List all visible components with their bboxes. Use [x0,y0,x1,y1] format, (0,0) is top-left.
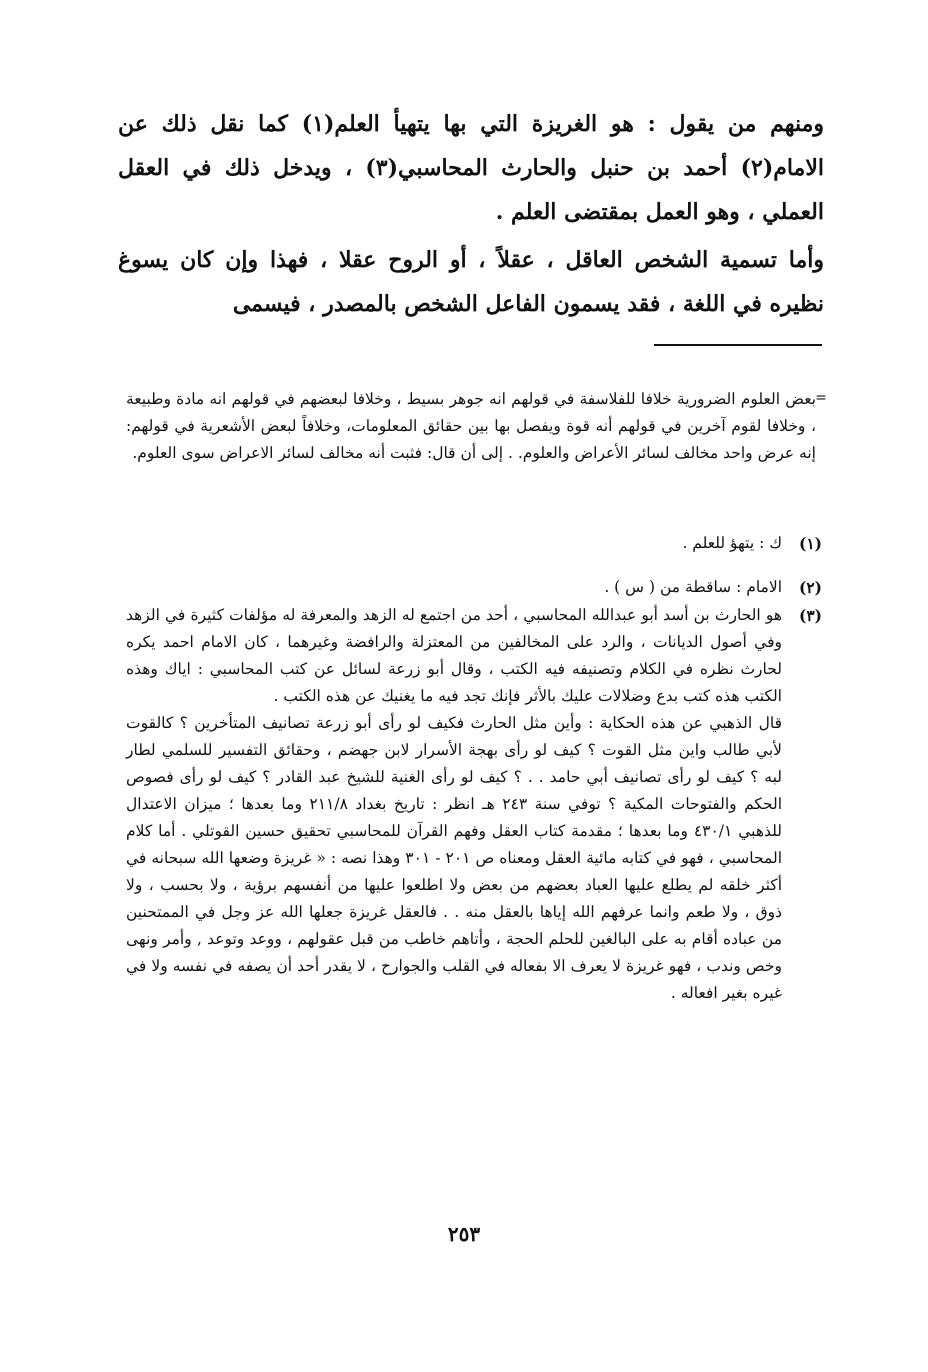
footnote-text: ك : يتهؤ للعلم . [682,534,782,552]
footnote-number: (٢) [798,578,822,597]
footnote-separator [654,344,822,346]
footnote-continuation-mark: = [815,390,827,406]
footnote-2 [126,574,822,601]
main-paragraph: وأما تسمية الشخص العاقل ، عقلاً ، أو الروح عقلا ، فهذا وإن كان يسوغ نظيره في اللغة ، فقد يسمون الفاعل الشخص بالمصدر ، فيسمى [118,247,824,317]
footnote-3 [126,602,822,1007]
page-number: ٢٥٣ [447,1222,481,1246]
footnote-number: (٣) [798,606,822,625]
footnote-text: قال الذهبي عن هذه الحكاية : وأين مثل الحارث فكيف لو رأى أبو زرعة تصانيف المتأخرين ؟ كالقوت لأبي طالب واين مثل القوت ؟ كيف لو رأى بهجة الأسرار لابن جهضم ، وحقائق التفسير للسلمي لطار لبه ؟ كيف لو رأى تصانيف أبي حامد . . ؟ كيف لو رأى الغنية للشيخ عبد القادر ؟ كيف لو رأى فصوص الحكم والفتوحات المكية ؟ توفي سنة ٢٤٣ هـ انظر : تاريخ بغداد ٢١١/٨ وما بعدها ؛ ميزان الاعتدال للذهبي ٤٣٠/١ وما بعدها ؛ مقدمة كتاب العقل وفهم القرآن للمحاسبي تحقيق حسين القوتلي . أما كلام المحاسبي ، فهو في كتابه مائية العقل ومعناه ص ٢٠١ - ٣٠١ وهذا نصه : « غريزة وضعها الله سبحانه في أكثر خلقه لم يطلع عليها العباد بعضهم من بعض ولا اطلعوا عليها من أنفسهم برؤية ، ولا بحسب ، ولا ذوق ، ولا طعم وانما عرفهم الله إياها بالعقل منه . . فالعقل غريزة جعلها الله عز وجل في الممتحنين من عباده أقام به على البالغين للحلم الحجة ، وأتاهم خاطب من قبل عقولهم ، ووعد وتوعد , وأمر ونهى وخص وندب ، فهو غريزة لا يعرف الا بفعاله في القلب والجوارح ، لا يقدر أحد أن يصفه في نفسه ولا في غيره بغير افعاله . [126,714,783,1002]
footnote-text: هو الحارث بن أسد أبو عبدالله المحاسبي ، أحد من اجتمع له الزهد والمعرفة له مؤلفات كثيرة في الزهد وفي أصول الديانات ، والرد على المخالفين من المعتزلة والرافضة وغيرهما ، كان الامام احمد يكره لحارث نظره في الكلام وتصنيفه فيه الكتب ، وقال أبو زرعة لسائل عن كتب المحاسبي : اياك وهذه الكتب هذه كتب بدع وضلالات عليك بالأثر فإنك تجد فيه ما يغنيك عن هذه الكتب . [126,606,782,705]
footnote-number: (١) [798,534,822,553]
main-text [118,102,824,326]
footnote-continuation: بعض العلوم الضرورية خلافا للفلاسفة في قولهم انه جوهر بسيط ، وخلافا لبعضهم في قولهم انه مادة وطبيعة ، وخلافا لقوم آخرين في قولهم أنه قوة ويفصل بها بين حقائق المعلومات، وخلافاً لبعض الأشعرية في قولهم: إنه عرض واحد مخالف لسائر الأعراض والعلوم. . إلى أن قال: فثبت أنه مخالف لسائر الاعراض سوى العلوم. [126,390,816,462]
footnote-text: الامام : ساقطة من ( س ) . [604,578,782,596]
footnote-1 [126,530,822,557]
main-paragraph: ومنهم من يقول : هو الغريزة التي بها يتهيأ العلم(١) كما نقل ذلك عن الامام(٢) أحمد بن حنبل والحارث المحاسبي(٣) ، ويدخل ذلك في العقل العملي ، وهو العمل بمقتضى العلم . [118,111,824,225]
